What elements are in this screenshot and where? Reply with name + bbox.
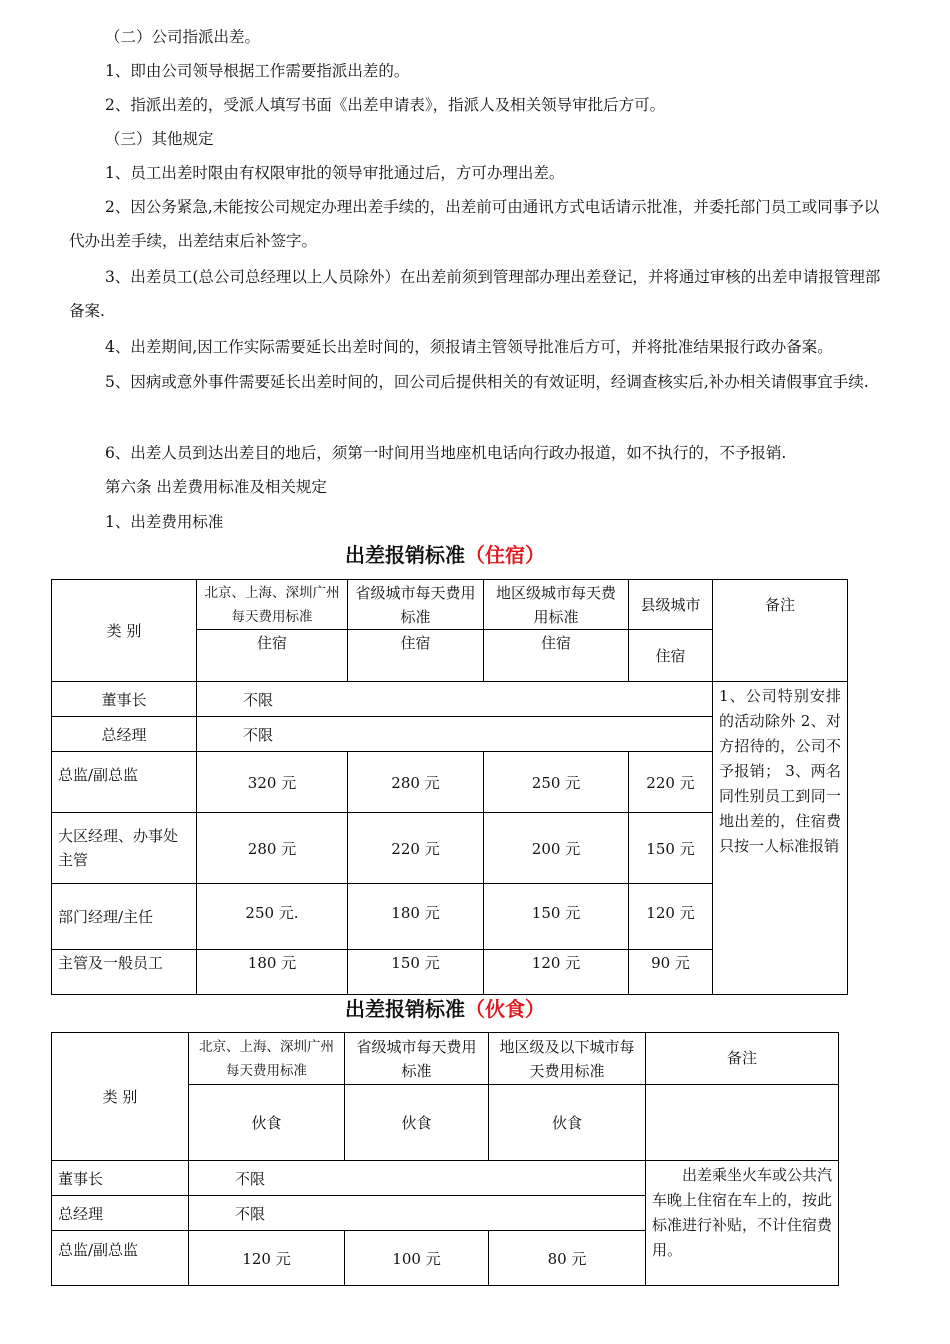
table-row bbox=[52, 682, 848, 717]
header-prefecture: 地区级城市每天费用标准 bbox=[484, 580, 629, 630]
sub-lodging: 住宿 bbox=[197, 630, 348, 682]
lodging-table bbox=[51, 579, 848, 995]
remark-empty-cell bbox=[646, 1085, 839, 1161]
value-cell: 150 元 bbox=[484, 884, 629, 950]
value-cell: 320 元 bbox=[197, 752, 348, 813]
header-remark: 备注 bbox=[646, 1033, 839, 1085]
sub-meals: 伙食 bbox=[489, 1085, 646, 1161]
role-cell: 大区经理、办事处主管 bbox=[52, 813, 197, 884]
meals-title-red: （伙食） bbox=[465, 997, 545, 1021]
value-cell: 120 元 bbox=[189, 1231, 345, 1286]
paragraph: 1、即由公司领导根据工作需要指派出差的。 bbox=[105, 62, 410, 80]
unlimited-cell: 不限 bbox=[189, 1196, 646, 1231]
value-cell: 200 元 bbox=[484, 813, 629, 884]
header-remark: 备注 bbox=[713, 580, 848, 682]
header-county: 县级城市 bbox=[629, 580, 713, 630]
header-province: 省级城市每天费用标准 bbox=[348, 580, 484, 630]
sub-lodging: 住宿 bbox=[484, 630, 629, 682]
section-heading-3: （三）其他规定 bbox=[105, 130, 214, 148]
lodging-title-red: （住宿） bbox=[465, 543, 545, 567]
role-cell: 总经理 bbox=[52, 1196, 189, 1231]
value-cell: 220 元 bbox=[348, 813, 484, 884]
sub-lodging: 住宿 bbox=[629, 630, 713, 682]
value-cell: 100 元 bbox=[345, 1231, 489, 1286]
role-cell: 主管及一般员工 bbox=[52, 950, 197, 995]
value-cell: 180 元 bbox=[348, 884, 484, 950]
lodging-table-title bbox=[0, 542, 890, 568]
header-prefecture-below: 地区级及以下城市每天费用标准 bbox=[489, 1033, 646, 1085]
header-province: 省级城市每天费用标准 bbox=[345, 1033, 489, 1085]
unlimited-cell: 不限 bbox=[189, 1161, 646, 1196]
value-cell: 150 元 bbox=[629, 813, 713, 884]
category-header: 类 别 bbox=[52, 1033, 189, 1161]
sub-lodging: 住宿 bbox=[348, 630, 484, 682]
role-cell: 总经理 bbox=[52, 717, 197, 752]
value-cell: 220 元 bbox=[629, 752, 713, 813]
table-row bbox=[52, 1161, 839, 1196]
paragraph: 2、因公务紧急,未能按公司规定办理出差手续的，出差前可由通讯方式电话请示批准，并委托部门员工或同事予以代办出差手续，出差结束后补签字。 bbox=[69, 198, 880, 250]
value-cell: 250 元. bbox=[197, 884, 348, 950]
paragraph: 3、出差员工(总公司总经理以上人员除外）在出差前须到管理部办理出差登记，并将通过审核的出差申请报管理部备案. bbox=[69, 268, 881, 320]
meals-table-title bbox=[0, 996, 890, 1022]
header-tier1: 北京、上海、深圳广州每天费用标准 bbox=[197, 580, 348, 630]
value-cell: 250 元 bbox=[484, 752, 629, 813]
lodging-title-main: 出差报销标准 bbox=[345, 543, 465, 567]
value-cell: 90 元 bbox=[629, 950, 713, 995]
paragraph: 1、出差费用标准 bbox=[105, 513, 224, 531]
role-cell: 总监/副总监 bbox=[52, 752, 197, 813]
meals-remark: 出差乘坐火车或公共汽车晚上住宿在车上的，按此标准进行补贴，不计住宿费用。 bbox=[646, 1161, 839, 1286]
lodging-remark: 1、公司特别安排的活动除外 2、对方招待的，公司不予报销； 3、两名同性别员工到同一地出差的，住宿费只按一人标准报销 bbox=[713, 682, 848, 995]
paragraph: 4、出差期间,因工作实际需要延长出差时间的，须报请主管领导批准后方可，并将批准结果报行政办备案。 bbox=[105, 338, 833, 356]
meals-table bbox=[51, 1032, 839, 1286]
role-cell: 部门经理/主任 bbox=[52, 884, 197, 950]
unlimited-cell: 不限 bbox=[197, 717, 713, 752]
paragraph: 5、因病或意外事件需要延长出差时间的，回公司后提供相关的有效证明，经调查核实后,补办相关请假事宜手续. bbox=[105, 373, 869, 391]
value-cell: 150 元 bbox=[348, 950, 484, 995]
value-cell: 120 元 bbox=[629, 884, 713, 950]
sub-meals: 伙食 bbox=[345, 1085, 489, 1161]
value-cell: 80 元 bbox=[489, 1231, 646, 1286]
role-cell: 总监/副总监 bbox=[52, 1231, 189, 1286]
paragraph: 1、员工出差时限由有权限审批的领导审批通过后，方可办理出差。 bbox=[105, 164, 565, 182]
role-cell: 董事长 bbox=[52, 682, 197, 717]
section-heading-2: （二）公司指派出差。 bbox=[105, 28, 261, 46]
value-cell: 280 元 bbox=[348, 752, 484, 813]
meals-title-main: 出差报销标准 bbox=[345, 997, 465, 1021]
unlimited-cell: 不限 bbox=[197, 682, 713, 717]
value-cell: 120 元 bbox=[484, 950, 629, 995]
role-cell: 董事长 bbox=[52, 1161, 189, 1196]
sub-meals: 伙食 bbox=[189, 1085, 345, 1161]
value-cell: 180 元 bbox=[197, 950, 348, 995]
value-cell: 280 元 bbox=[197, 813, 348, 884]
paragraph: 6、出差人员到达出差目的地后，须第一时间用当地座机电话向行政办报道，如不执行的，不予报销. bbox=[105, 444, 787, 462]
paragraph: 2、指派出差的，受派人填写书面《出差申请表》，指派人及相关领导审批后方可。 bbox=[105, 96, 666, 114]
header-tier1: 北京、上海、深圳广州每天费用标准 bbox=[189, 1033, 345, 1085]
category-header: 类 别 bbox=[52, 580, 197, 682]
article-heading: 第六条 出差费用标准及相关规定 bbox=[105, 478, 327, 496]
